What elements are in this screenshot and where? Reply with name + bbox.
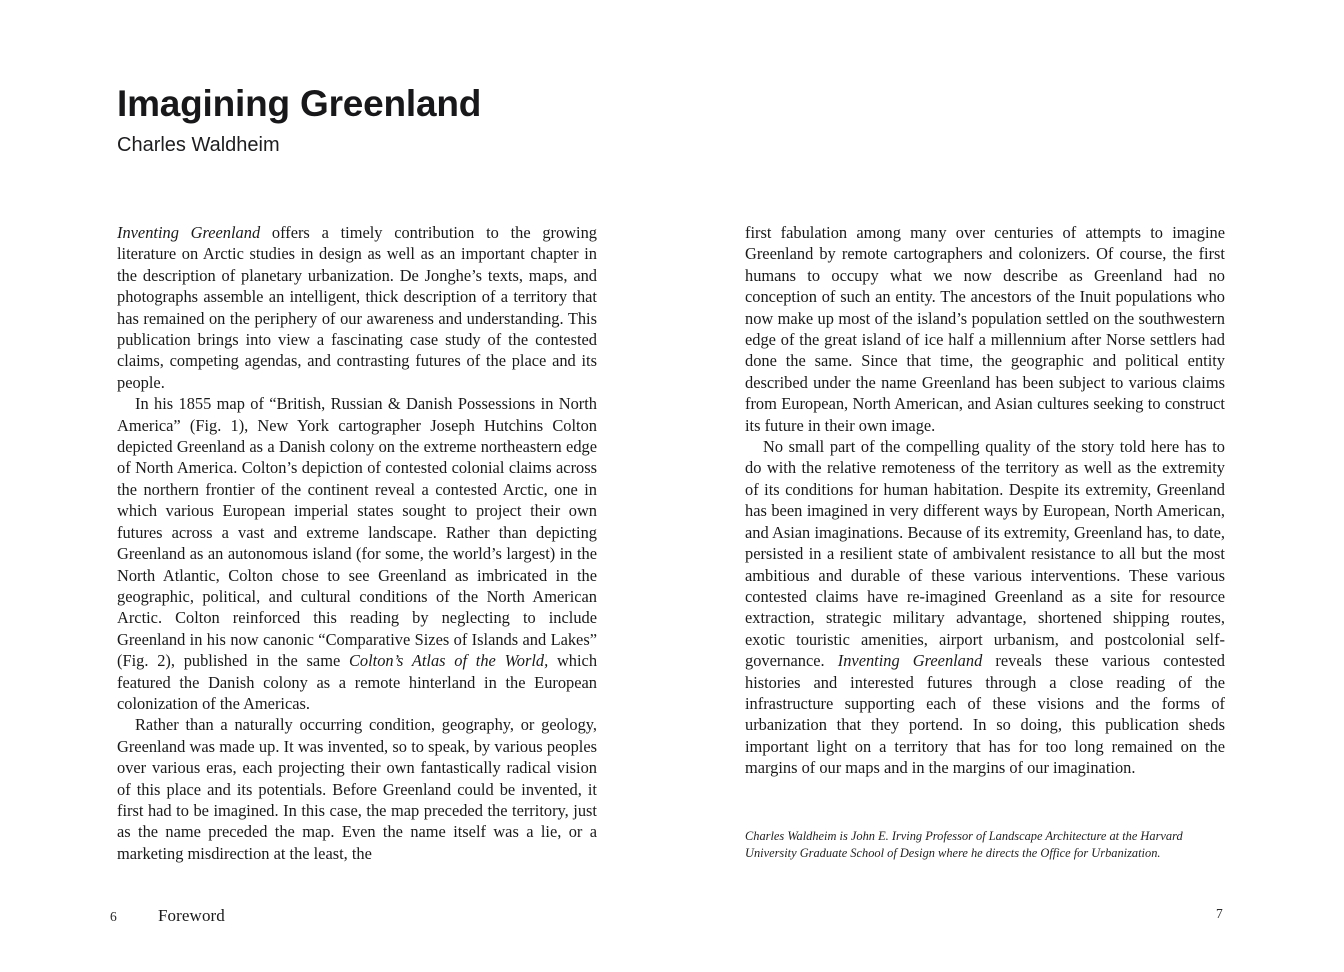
running-head: Foreword: [158, 906, 225, 925]
italic-run: Colton’s Atlas of the World,: [349, 651, 549, 671]
paragraph: Inventing Greenland offers a timely contribution to the growing literature on Arctic studies in design as well as an important chapter in the description of planetary urbanization. De Jonghe’s texts, maps, and photographs assemble an intelligent, thick description of a territory that has remained on the periphery of our awareness and understanding. This publication brings into view a fascinating case study of the contested claims, competing agendas, and contrasting futures of the place and its people.: [117, 223, 597, 392]
folio-left: 6: [110, 909, 117, 924]
left-page-footer: [110, 906, 225, 926]
paragraph: In his 1855 map of “British, Russian & Danish Possessions in North America” (Fig. 1), New York cartographer Joseph Hutchins Colton depicted Greenland as a Danish colony on the extreme northeastern edge of North America. Colton’s depiction of contested colonial claims across the northern frontier of the continent reveal a contested Arctic, one in which various European imperial states sought to project their own futures across a vast and extreme landscape. Rather than depicting Greenland as an autonomous island (for some, the world’s largest) in the North Atlantic, Colton chose to see Greenland as imbricated in the geographic, political, and cultural conditions of the North American Arctic. Colton reinforced this reading by neglecting to include Greenland in his now canonic “Comparative Sizes of Islands and Lakes” (Fig. 2), published in the same Colton’s Atlas of the World, which featured the Danish colony as a remote hinterland in the European colonization of the Americas.: [117, 394, 598, 713]
right-page-footer: [1216, 905, 1223, 923]
left-page-text-column: [117, 222, 597, 864]
paragraph: No small part of the compelling quality of the story told here has to do with the relative remoteness of the territory as well as the extremity of its conditions for human habitation. Despite its extremity, Greenland has been imagined in very different ways by European, North American, and Asian imaginations. Because of its extremity, Greenland has, to date, persisted in a resilient state of ambivalent resistance to all but the most ambitious and durable of these various interventions. These various contested claims have re-imagined Greenland as a site for resource extraction, strategic military advantage, shortened shipping routes, exotic touristic amenities, airport urbanism, and postcolonial self-governance. Inventing Greenland reveals these various contested histories and interested futures through a close reading of the infrastructure supporting each of these visions and the forms of urbanization that they portend. In so doing, this publication sheds important light on a territory that has for too long remained on the margins of our maps and in the margins of our imagination.: [745, 437, 1225, 778]
page-title: Imagining Greenland: [117, 83, 482, 124]
author-bio-note: Charles Waldheim is John E. Irving Professor of Landscape Architecture at the Harvard University Graduate School of Design where he directs the Office for Urbanization.: [745, 829, 1183, 860]
right-page-text-column: [745, 222, 1225, 779]
paragraph: first fabulation among many over centuries of attempts to imagine Greenland by remote cartographers and colonizers. Of course, the first humans to occupy what we now describe as Greenland had no conception of such an entity. The ancestors of the Inuit populations who now make up most of the island’s population settled on the southwestern edge of the great island of ice half a millennium after Norse settlers had done the same. Since that time, the geographic and political entity described under the name Greenland has been subject to various claims from European, North American, and Asian cultures seeking to construct its future in their own image.: [745, 223, 1225, 435]
article-author: Charles Waldheim: [117, 133, 280, 156]
paragraph: Rather than a naturally occurring condition, geography, or geology, Greenland was made up. It was invented, so to speak, by various peoples over various eras, each projecting their own fantastically radical vision of this place and its potentials. Before Greenland could be invented, it first had to be imagined. In this case, the map preceded the territory, just as the name preceded the map. Even the name itself was a lie, or a marketing misdirection at the least, the: [117, 715, 597, 863]
folio-right: 7: [1216, 906, 1223, 921]
italic-run: Inventing Greenland: [117, 223, 261, 242]
title-block: [117, 84, 637, 157]
italic-run: Inventing Greenland: [837, 651, 983, 671]
